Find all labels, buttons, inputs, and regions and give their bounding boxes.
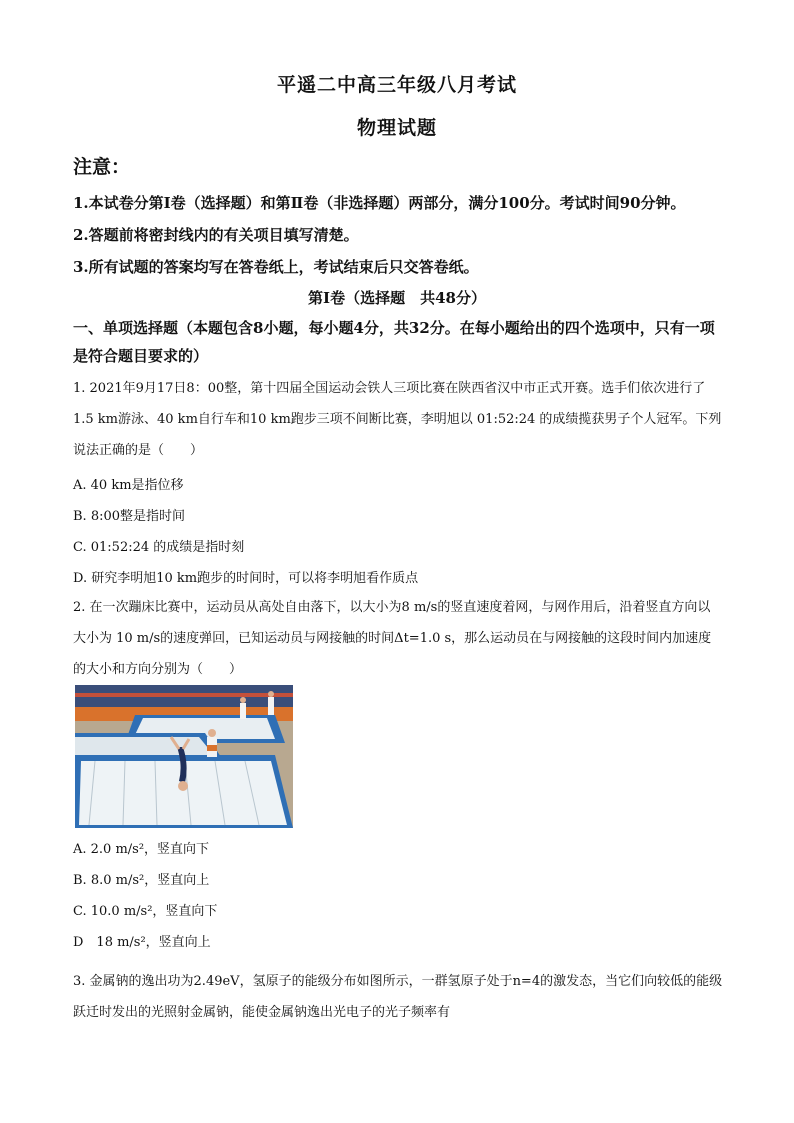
- notice-item: 1.本试卷分第Ⅰ卷（选择题）和第Ⅱ卷（非选择题）两部分，满分100分。考试时间90分钟。: [73, 194, 686, 212]
- question-2-option-a: A. 2.0 m/s²，竖直向下: [73, 842, 210, 857]
- question-2-option-c: C. 10.0 m/s²，竖直向下: [73, 904, 218, 919]
- question-1-stem: 1. 2021年9月17日8：00整，第十四届全国运动会铁人三项比赛在陕西省汉中市正式开赛。选手们依次进行了 1.5 km游泳、40 km自行车和10 km跑步三项不间断比赛，李明旭以 01:52:24 的成绩揽获男子个人冠军。下列说法正确的是（ ）: [73, 381, 722, 458]
- exam-title: 平遥二中高三年级八月考试: [276, 74, 517, 96]
- part1-title: 第Ⅰ卷（选择题 共48分）: [308, 289, 486, 307]
- notice-heading: 注意：: [73, 156, 131, 178]
- notice-item: 3.所有试题的答案均写在答卷纸上，考试结束后只交答卷纸。: [73, 258, 479, 276]
- section-instructions: 一、单项选择题（本题包含8小题，每小题4分，共32分。在每小题给出的四个选项中，只有一项是符合题目要求的）: [73, 319, 715, 365]
- question-1-option-c: C. 01:52:24 的成绩是指时刻: [73, 540, 245, 555]
- trampoline-photo: [75, 685, 293, 828]
- question-2-stem: 2. 在一次蹦床比赛中，运动员从高处自由落下，以大小为8 m/s的竖直速度着网，与网作用后，沿着竖直方向以大小为 10 m/s的速度弹回，已知运动员与网接触的时间Δt=1.0 s，那么运动员在与网接触的这段时间内加速度的大小和方向分别为（ ）: [73, 600, 712, 677]
- exam-subtitle: 物理试题: [356, 117, 437, 139]
- question-2-option-d: D 18 m/s²，竖直向上: [73, 935, 211, 950]
- question-1-option-b: B. 8:00整是指时间: [73, 509, 186, 524]
- question-1-option-a: A. 40 km是指位移: [73, 478, 184, 493]
- question-1-option-d: D. 研究李明旭10 km跑步的时间时，可以将李明旭看作质点: [73, 571, 419, 586]
- question-2-option-b: B. 8.0 m/s²，竖直向上: [73, 873, 210, 888]
- trampoline-photo-illustration: [75, 685, 293, 828]
- notice-item: 2.答题前将密封线内的有关项目填写清楚。: [73, 226, 359, 244]
- question-3-stem: 3. 金属钠的逸出功为2.49eV，氢原子的能级分布如图所示，一群氢原子处于n=4的激发态，当它们向较低的能级跃迁时发出的光照射金属钠，能使金属钠逸出光电子的光子频率有: [73, 974, 723, 1020]
